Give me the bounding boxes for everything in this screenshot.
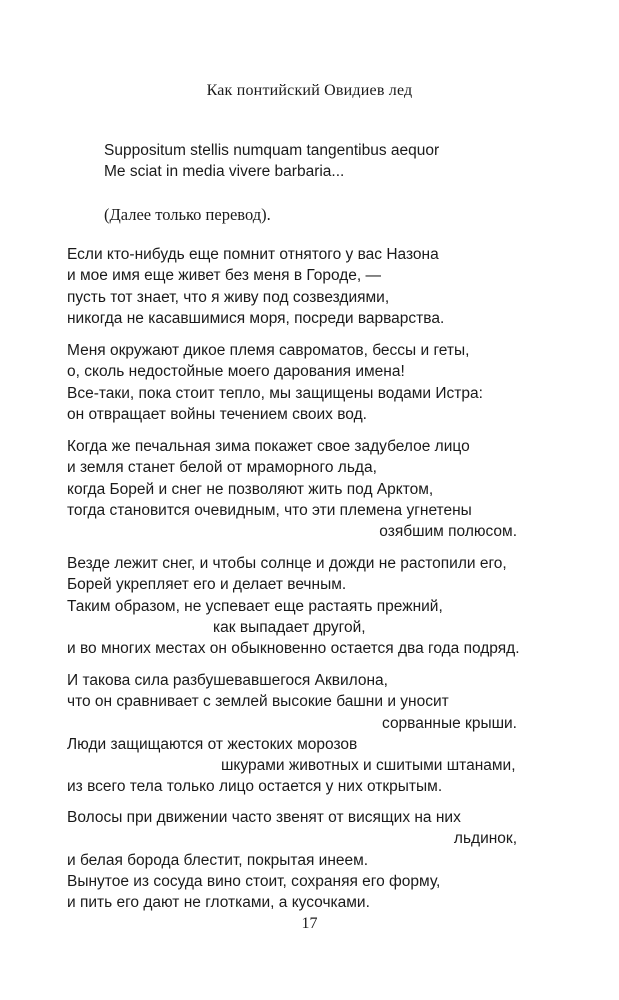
- verse-line: никогда не касавшимися моря, посреди варварства.: [67, 309, 445, 327]
- verse-line: о, сколь недостойные моего дарования имена!: [67, 363, 405, 381]
- page-number: 17: [301, 915, 318, 932]
- verse-line: Таким образом, не успевает еще растаять прежний,: [67, 597, 443, 615]
- verse-line: и пить его дают не глотками, а кусочками.: [67, 894, 370, 912]
- verse-line: Люди защищаются от жестоких морозов: [67, 735, 358, 753]
- verse-line: и белая борода блестит, покрытая инеем.: [67, 851, 369, 869]
- epigraph-line: Suppositum stellis numquam tangentibus aequor: [104, 142, 440, 159]
- verse-line: что он сравнивает с землей высокие башни и уносит: [67, 693, 449, 711]
- epigraph: [104, 140, 439, 183]
- verse-line-continuation: льдинок,: [453, 830, 517, 848]
- verse-line: и земля станет белой от мраморного льда,: [67, 459, 377, 477]
- verse-line-continuation: сорванные крыши.: [382, 714, 517, 732]
- verse-line: когда Борей и снег не позволяют жить под Арктом,: [67, 480, 434, 498]
- verse-line-continuation: как выпадает другой,: [213, 618, 366, 636]
- verse-line: из всего тела только лицо остается у них открытым.: [67, 778, 443, 796]
- stanza-5: [67, 670, 517, 798]
- translation-note: (Далее только перевод).: [104, 205, 271, 224]
- verse-line: Вынутое из сосуда вино стоит, сохраняя его форму,: [67, 872, 441, 890]
- verse-line: он отвращает войны течением своих вод.: [67, 405, 367, 423]
- poem-title: Как понтийский Овидиев лед: [206, 82, 413, 99]
- verse-line: Везде лежит снег, и чтобы солнце и дожди не растопили его,: [67, 555, 507, 572]
- verse-line: Когда же печальная зима покажет свое задубелое лицо: [67, 438, 470, 455]
- stanza-6: [67, 807, 517, 913]
- stanza-2: [67, 340, 517, 425]
- verse-line-continuation: шкурами животных и сшитыми штанами,: [221, 757, 516, 775]
- verse-line: тогда становится очевидным, что эти племена угнетены: [67, 501, 472, 519]
- verse-line: и мое имя еще живет без меня в Городе, —: [67, 267, 382, 285]
- stanza-4: [67, 553, 520, 659]
- verse-line-continuation: озябшим полюсом.: [379, 523, 517, 541]
- stanza-1: [67, 244, 517, 329]
- verse-line: И такова сила разбушевавшегося Аквилона,: [67, 672, 388, 689]
- stanza-3: [67, 436, 517, 542]
- verse-line: Все-таки, пока стоит тепло, мы защищены водами Истра:: [67, 384, 483, 402]
- verse-line: Волосы при движении часто звенят от висящих на них: [67, 809, 461, 826]
- verse-line: Если кто-нибудь еще помнит отнятого у вас Назона: [67, 246, 439, 263]
- verse-line: Борей укрепляет его и делает вечным.: [67, 576, 347, 594]
- verse-line: пусть тот знает, что я живу под созвездиями,: [67, 288, 390, 306]
- verse-line: и во многих местах он обыкновенно остается два года подряд.: [67, 640, 520, 658]
- verse-line: Меня окружают дикое племя савроматов, бессы и геты,: [67, 342, 470, 359]
- epigraph-line: Me sciat in media vivere barbaria...: [104, 163, 345, 181]
